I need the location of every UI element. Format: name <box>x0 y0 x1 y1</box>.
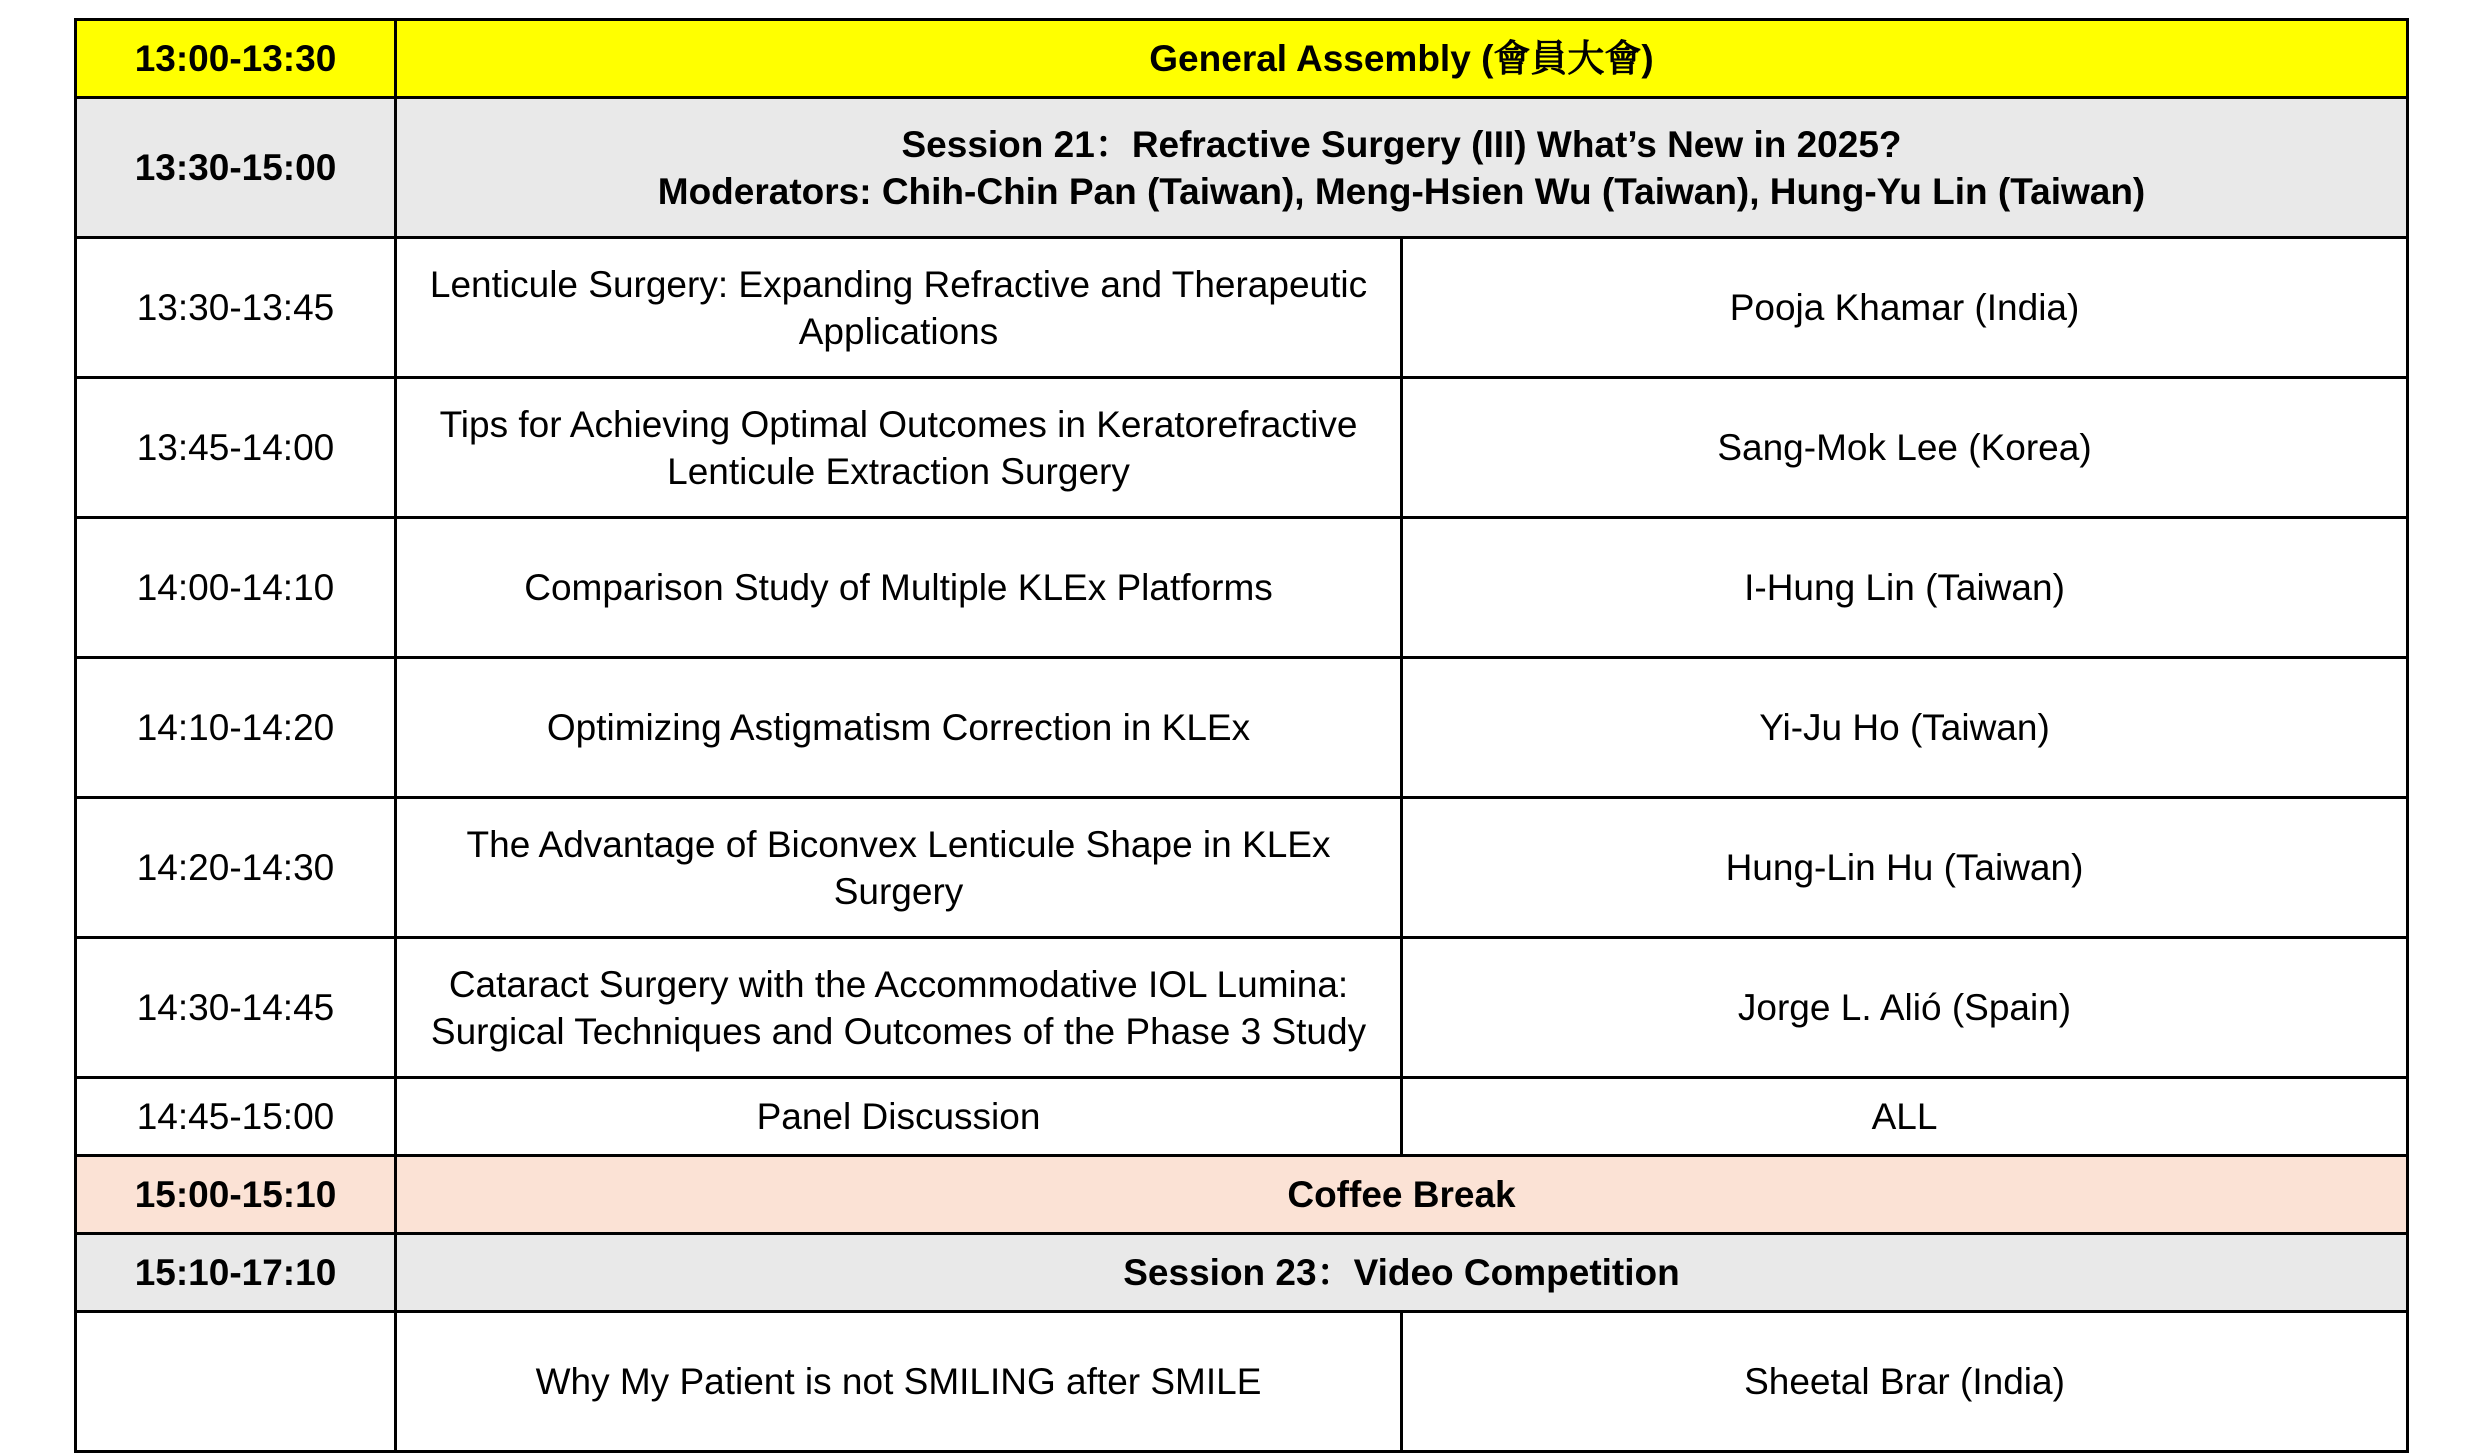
talk-row <box>76 658 2408 798</box>
talk-title-line: Applications <box>798 310 999 352</box>
time-cell: 13:45-14:00 <box>76 378 396 518</box>
talk-title <box>396 378 1402 518</box>
talk-row <box>76 378 2408 518</box>
session-21-header-row <box>76 98 2408 238</box>
session-21-title: Session 21：Refractive Surgery (III) What’s New in 2025? <box>901 123 1902 165</box>
talk-title-line: Surgical Techniques and Outcomes of the Phase 3 Study <box>430 1010 1367 1052</box>
talk-title <box>396 798 1402 938</box>
schedule-table <box>74 18 2409 1453</box>
time-cell: 13:30-13:45 <box>76 238 396 378</box>
time-cell: 14:10-14:20 <box>76 658 396 798</box>
talk-title <box>396 658 1402 798</box>
time-cell: 15:10-17:10 <box>76 1234 396 1312</box>
time-cell: 13:00-13:30 <box>76 20 396 98</box>
time-cell: 14:45-15:00 <box>76 1078 396 1156</box>
talk-title-line: Lenticule Extraction Surgery <box>667 450 1130 492</box>
time-cell: 14:00-14:10 <box>76 518 396 658</box>
talk-title-line: Comparison Study of Multiple KLEx Platforms <box>524 567 1273 608</box>
talk-row <box>76 938 2408 1078</box>
time-cell: 13:30-15:00 <box>76 98 396 238</box>
talk-title-line: Cataract Surgery with the Accommodative IOL Lumina: <box>448 963 1349 1005</box>
speaker-cell: Pooja Khamar (India) <box>1402 238 2408 378</box>
time-cell: 15:00-15:10 <box>76 1156 396 1234</box>
talk-title <box>396 238 1402 378</box>
talk-title-line: Lenticule Surgery: Expanding Refractive and Therapeutic <box>429 263 1368 305</box>
talk-title-line: The Advantage of Biconvex Lenticule Shape in KLEx <box>466 823 1331 865</box>
video-row <box>76 1312 2408 1452</box>
speaker-cell: Yi-Ju Ho (Taiwan) <box>1402 658 2408 798</box>
talk-title-line: Tips for Achieving Optimal Outcomes in Keratorefractive <box>439 403 1358 445</box>
talk-title <box>396 518 1402 658</box>
speaker-cell: I-Hung Lin (Taiwan) <box>1402 518 2408 658</box>
general-assembly-title: General Assembly (會員大會) <box>396 20 2408 98</box>
talk-title <box>396 938 1402 1078</box>
time-cell: 14:20-14:30 <box>76 798 396 938</box>
time-cell: 14:30-14:45 <box>76 938 396 1078</box>
coffee-break-row <box>76 1156 2408 1234</box>
coffee-break-title: Coffee Break <box>396 1156 2408 1234</box>
time-cell <box>76 1312 396 1452</box>
talk-title-line: Surgery <box>833 870 964 912</box>
session-23-title: Session 23：Video Competition <box>396 1234 2408 1312</box>
talk-row <box>76 238 2408 378</box>
talk-row <box>76 798 2408 938</box>
speaker-cell: Hung-Lin Hu (Taiwan) <box>1402 798 2408 938</box>
session-23-header-row <box>76 1234 2408 1312</box>
speaker-cell: Jorge L. Alió (Spain) <box>1402 938 2408 1078</box>
session-21-heading <box>396 98 2408 238</box>
talk-title: Panel Discussion <box>396 1078 1402 1156</box>
speaker-cell: ALL <box>1402 1078 2408 1156</box>
general-assembly-row <box>76 20 2408 98</box>
talk-title-line: Optimizing Astigmatism Correction in KLEx <box>546 707 1251 748</box>
speaker-cell: Sheetal Brar (India) <box>1402 1312 2408 1452</box>
panel-discussion-row <box>76 1078 2408 1156</box>
speaker-cell: Sang-Mok Lee (Korea) <box>1402 378 2408 518</box>
session-21-moderators: Moderators: Chih-Chin Pan (Taiwan), Meng-Hsien Wu (Taiwan), Hung-Yu Lin (Taiwan) <box>657 170 2146 212</box>
talk-row <box>76 518 2408 658</box>
talk-title: Why My Patient is not SMILING after SMILE <box>396 1312 1402 1452</box>
